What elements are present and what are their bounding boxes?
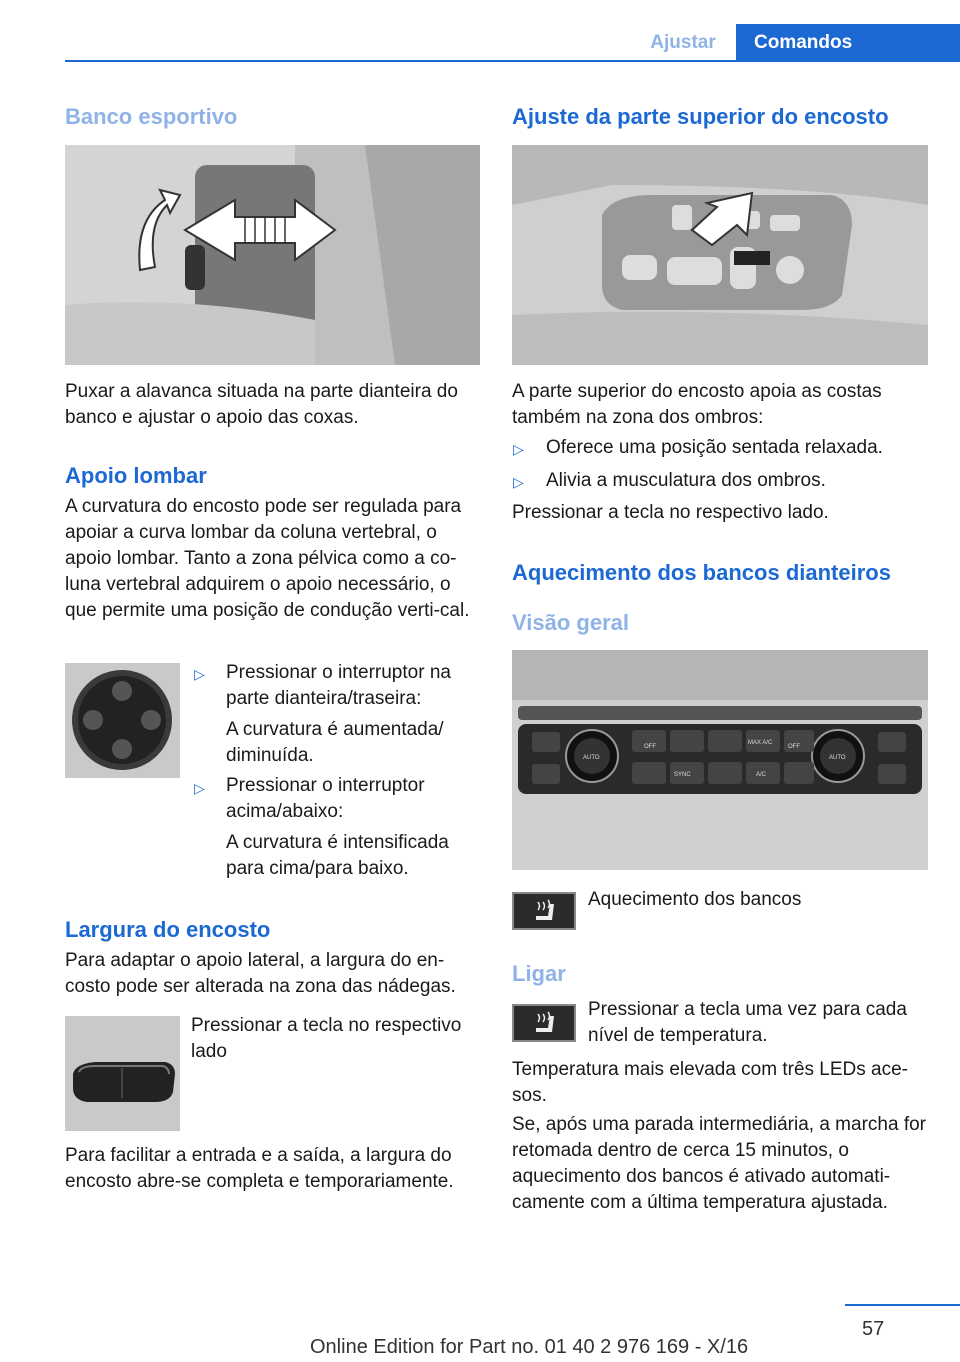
bullet-lombar-1: Pressionar o interruptor na parte dianteira/traseira:	[226, 662, 451, 709]
heading-ajuste-parte-superior: Ajuste da parte superior do encosto	[512, 104, 889, 129]
bullet-triangle-icon: ▷	[194, 780, 205, 796]
climate-panel-image	[512, 650, 928, 870]
bullet-lombar-2-sub: A curvatura é intensificada para cima/para baixo.	[226, 832, 449, 879]
page-number: 57	[862, 1318, 885, 1340]
heading-largura-do-encosto: Largura do encosto	[65, 917, 271, 942]
footer-edition: Online Edition for Part no. 01 40 2 976 169 - X/16	[310, 1336, 749, 1358]
paragraph-parte-superior: A parte superior do encosto apoia as costas também na zona dos ombros:	[512, 381, 882, 428]
bullet-triangle-icon: ▷	[513, 441, 524, 457]
lumbar-switch-image	[65, 663, 180, 778]
panel-label-auto-left: AUTO	[583, 755, 600, 761]
header-tab-ajustar[interactable]: Ajustar	[650, 32, 716, 53]
bullet-lombar-1-sub: A curvatura é aumentada/ diminuída.	[226, 719, 444, 766]
heading-aquecimento: Aquecimento dos bancos dianteiros	[512, 560, 891, 585]
paragraph-largura: Para adaptar o apoio lateral, a largura do en‐costo pode ser alterada na zona das nádegas.	[65, 950, 456, 997]
header-rule	[65, 60, 960, 62]
bullet-superior-1: Oferece uma posição sentada relaxada.	[546, 437, 883, 458]
heading-banco-esportivo: Banco esportivo	[65, 104, 238, 129]
paragraph-ligar: Pressionar a tecla uma vez para cada nível de temperatura.	[588, 999, 907, 1046]
paragraph-apoio-lombar: A curvatura do encosto pode ser regulada para apoiar a curva lombar da coluna vertebral, o apoio lombar. Tanto a zona pélvica como a co‐luna vertebral adquirem o apoio necessário, o que permite uma posição de condução verti‐cal.	[65, 496, 470, 621]
paragraph-parada-intermediaria: Se, após uma parada intermediária, a marcha for retomada dentro de cerca 15 minutos, o aquecimento dos bancos é ativado automati‐camente com a última temperatura ajustada.	[512, 1114, 926, 1213]
heading-apoio-lombar: Apoio lombar	[65, 463, 207, 488]
panel-label-off-right: OFF	[788, 744, 800, 750]
width-button-image	[65, 1016, 180, 1131]
bullet-superior-2: Alivia a musculatura dos ombros.	[546, 470, 826, 491]
panel-label-off-left: OFF	[644, 744, 656, 750]
panel-label-sync: SYNC	[674, 772, 691, 778]
seat-heating-icon	[512, 1004, 576, 1042]
paragraph-pressionar-tecla: Pressionar a tecla no respectivo lado.	[512, 502, 829, 523]
heading-ligar: Ligar	[512, 961, 566, 986]
panel-label-max-ac: MAX A/C	[748, 740, 773, 746]
footer-rule	[845, 1304, 960, 1306]
caption-aquecimento-dos-bancos: Aquecimento dos bancos	[588, 889, 802, 910]
paragraph-banco-esportivo: Puxar a alavanca situada na parte dianteira do banco e ajustar o apoio das coxas.	[65, 381, 458, 428]
bullet-triangle-icon: ▷	[513, 474, 524, 490]
seat-controls-image	[512, 145, 928, 365]
bullet-lombar-2: Pressionar o interruptor acima/abaixo:	[226, 775, 425, 822]
header-tab-comandos[interactable]: Comandos	[736, 24, 960, 62]
heading-visao-geral: Visão geral	[512, 610, 629, 635]
paragraph-largura-final: Para facilitar a entrada e a saída, a largura do encosto abre-se completa e temporariamente.	[65, 1145, 454, 1192]
paragraph-temperatura-mais-elevada: Temperatura mais elevada com três LEDs ace‐sos.	[512, 1059, 908, 1106]
bullet-triangle-icon: ▷	[194, 666, 205, 682]
panel-label-auto-right: AUTO	[829, 755, 846, 761]
paragraph-largura-side: Pressionar a tecla no respectivo lado	[191, 1015, 462, 1062]
sport-seat-image	[65, 145, 480, 365]
seat-heating-icon	[512, 892, 576, 930]
panel-label-ac: A/C	[756, 772, 767, 778]
